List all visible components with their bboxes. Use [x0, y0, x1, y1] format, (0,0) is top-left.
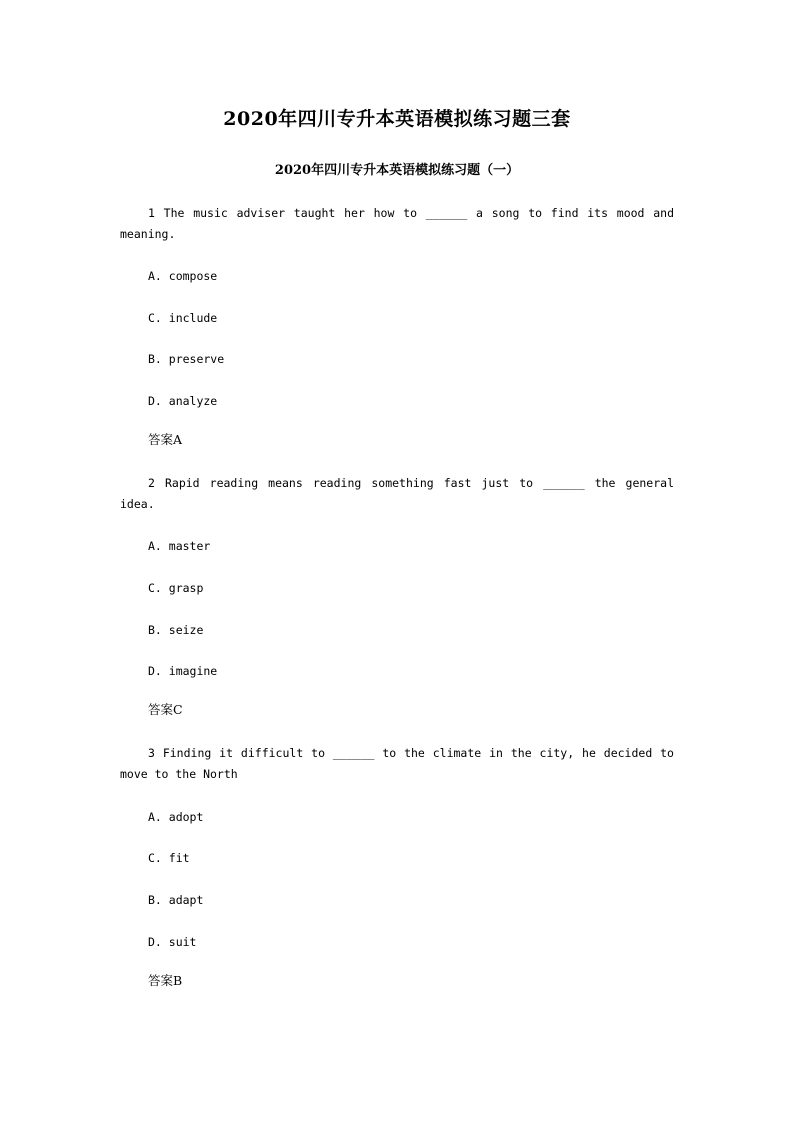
- question-1-option-d: D. analyze: [148, 394, 218, 408]
- question-1-option-b: B. preserve: [148, 352, 225, 366]
- question-2-option-b: B. seize: [148, 623, 204, 637]
- question-1-option-a: A. compose: [148, 269, 218, 283]
- question-1-option-c: C. include: [148, 311, 218, 325]
- question-3-option-c: C. fit: [148, 851, 190, 865]
- section-title: 2020年四川专升本英语模拟练习题（一）: [274, 163, 520, 178]
- question-1-text: 1 The music adviser taught her how to ______ a song to find its mood and meaning.: [120, 206, 674, 241]
- question-3-answer: 答案B: [148, 973, 183, 988]
- question-2-option-d: D. imagine: [148, 664, 218, 678]
- document-title: 2020年四川专升本英语模拟练习题三套: [223, 108, 571, 130]
- question-3-option-b: B. adapt: [148, 893, 204, 907]
- question-2-option-a: A. master: [148, 539, 211, 553]
- question-3-text: 3 Finding it difficult to ______ to the climate in the city, he decided to move to the North: [120, 746, 674, 781]
- question-3-option-d: D. suit: [148, 935, 197, 949]
- question-3-option-a: A. adopt: [148, 810, 204, 824]
- question-1-answer: 答案A: [148, 432, 183, 447]
- question-2-text: 2 Rapid reading means reading something fast just to ______ the general idea.: [120, 476, 674, 511]
- question-2-option-c: C. grasp: [148, 581, 204, 595]
- question-2-answer: 答案C: [148, 702, 183, 717]
